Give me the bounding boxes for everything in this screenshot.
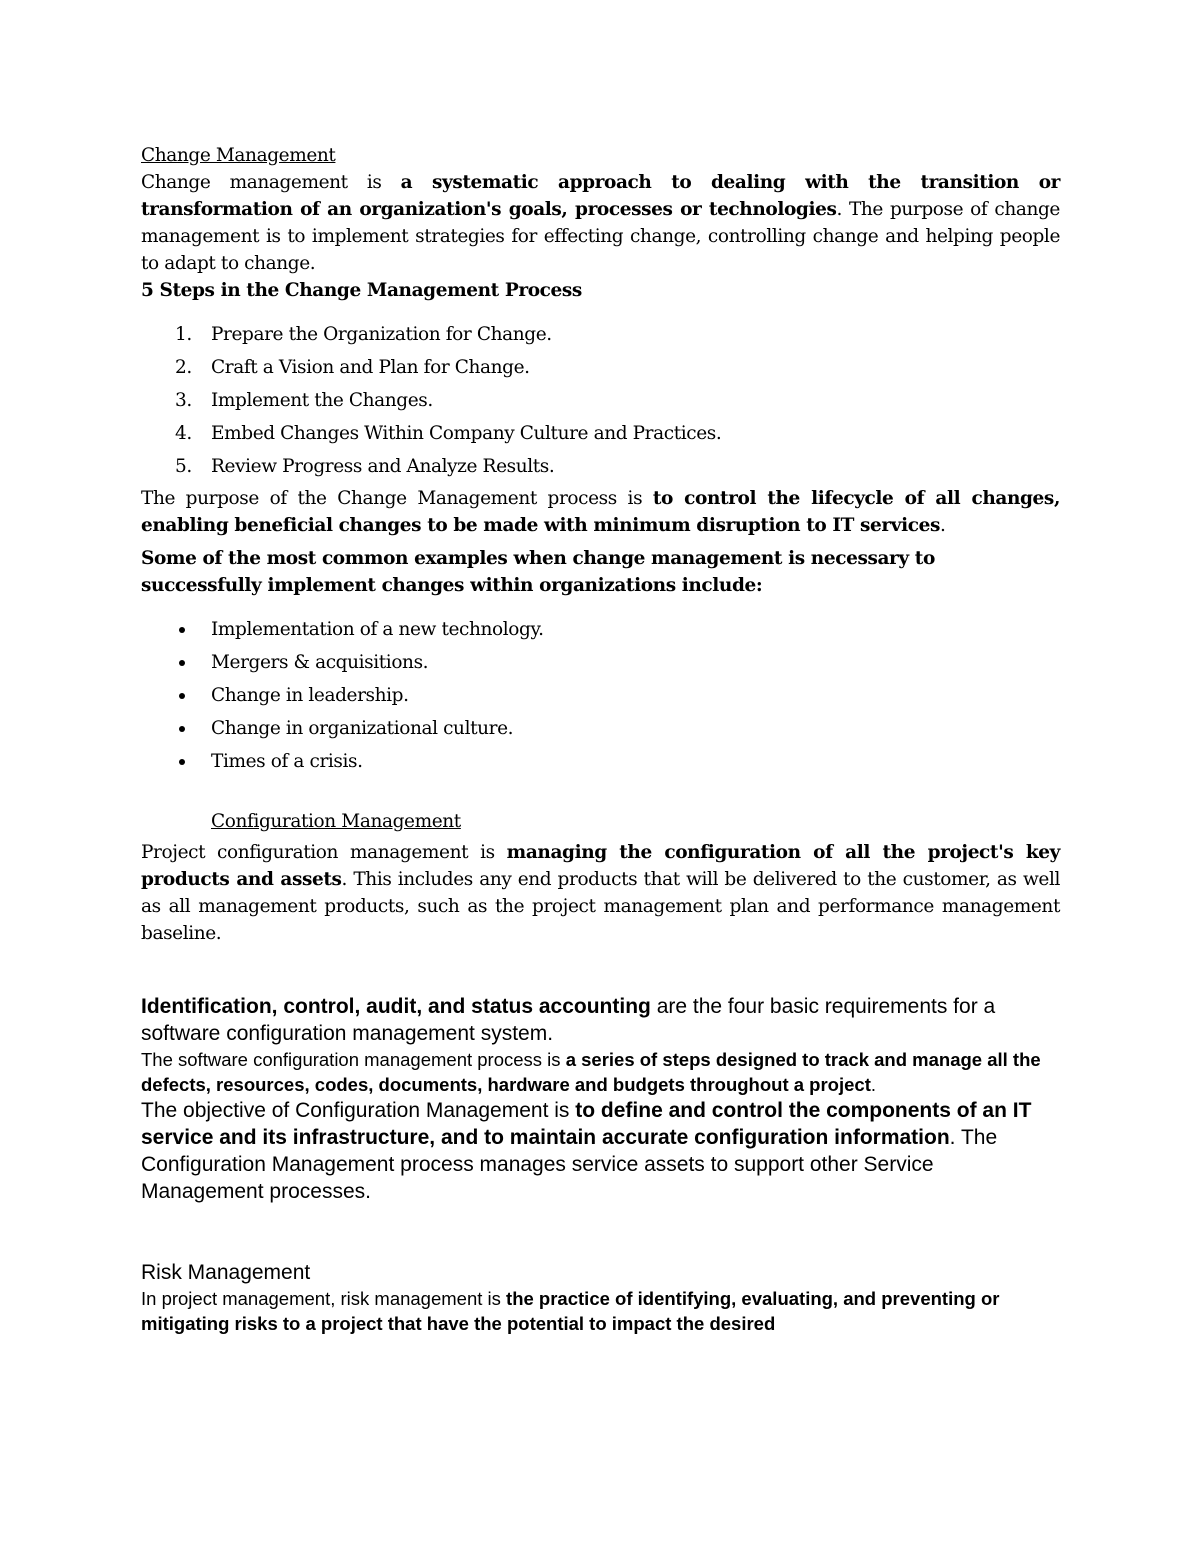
list-item: 4. Embed Changes Within Company Culture and Practices. bbox=[175, 423, 722, 444]
document-body bbox=[141, 142, 1060, 1336]
list-item: 5. Review Progress and Analyze Results. bbox=[175, 456, 555, 477]
list-item: Change in leadership. bbox=[141, 679, 1060, 712]
config-requirements: Identification, control, audit, and status accounting are the four basic requirements for a software configuration management system. bbox=[141, 995, 996, 1045]
config-objective: The objective of Configuration Management is to define and control the components of an IT service and its infrastructure, and to maintain accurate configuration information. The Configuration Management process manages service assets to support other Service Management processes. bbox=[141, 1099, 1032, 1203]
config-title: Configuration Management bbox=[211, 811, 461, 832]
change-purpose: The purpose of the Change Management process is to control the lifecycle of all changes, enabling beneficial changes to be made with minimum disruption to IT services. bbox=[141, 488, 1060, 536]
change-title: Change Management bbox=[141, 145, 336, 166]
bullet-icon bbox=[179, 759, 185, 765]
config-intro: Project configuration management is managing the configuration of all the project's key products and assets. This includes any end products that will be delivered to the customer, as well as all management products, such as the project management plan and performance management baseline. bbox=[141, 842, 1060, 944]
config-process: The software configuration management process is a series of steps designed to track and manage all the defects, resources, codes, documents, hardware and budgets throughout a project. bbox=[141, 1049, 1041, 1095]
risk-intro: In project management, risk management is the practice of identifying, evaluating, and preventing or mitigating risks to a project that have the potential to impact the desired bbox=[141, 1288, 1000, 1334]
examples-list bbox=[141, 613, 1060, 778]
list-item: Implementation of a new technology. bbox=[141, 613, 1060, 646]
bullet-icon bbox=[179, 627, 185, 633]
steps-heading: 5 Steps in the Change Management Process bbox=[141, 280, 582, 301]
bullet-icon bbox=[179, 693, 185, 699]
risk-title: Risk Management bbox=[141, 1261, 311, 1284]
list-item: 2. Craft a Vision and Plan for Change. bbox=[175, 357, 530, 378]
change-intro: Change management is a systematic approach to dealing with the transition or transformation of an organization's goals, processes or technologies. The purpose of change management is to implement strategies for effecting change, controlling change and helping people to adapt to change. bbox=[141, 172, 1060, 274]
bullet-icon bbox=[179, 660, 185, 666]
list-item: 3. Implement the Changes. bbox=[175, 390, 433, 411]
list-item: Times of a crisis. bbox=[141, 745, 1060, 778]
bullet-icon bbox=[179, 726, 185, 732]
list-item: Mergers & acquisitions. bbox=[141, 646, 1060, 679]
list-item: 1. Prepare the Organization for Change. bbox=[175, 324, 552, 345]
list-item: Change in organizational culture. bbox=[141, 712, 1060, 745]
steps-list bbox=[141, 318, 1060, 483]
examples-heading: Some of the most common examples when change management is necessary to successfully implement changes within organizations include: bbox=[141, 548, 935, 596]
